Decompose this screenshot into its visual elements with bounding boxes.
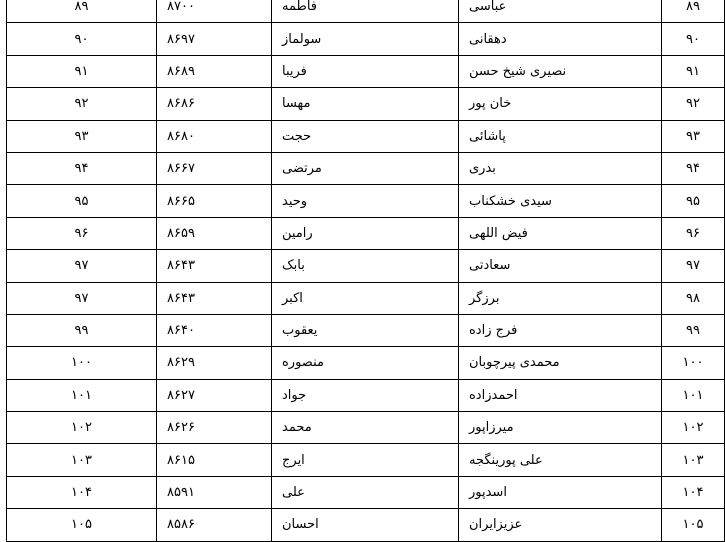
first-name-cell: فریبا bbox=[272, 55, 459, 87]
table-row bbox=[7, 0, 725, 23]
score-cell: ۸۷۰۰ bbox=[157, 0, 272, 23]
row-number-cell: ۹۸ bbox=[662, 282, 725, 314]
row-number-cell: ۸۹ bbox=[662, 0, 725, 23]
last-name-cell: سعادتی bbox=[459, 250, 662, 282]
first-name-cell: فاطمه bbox=[272, 0, 459, 23]
score-cell: ۸۶۸۶ bbox=[157, 88, 272, 120]
ranking-table bbox=[6, 0, 725, 542]
rank-cell: ۹۹ bbox=[7, 314, 157, 346]
last-name-cell: محمدی پیرچوبان bbox=[459, 347, 662, 379]
first-name-cell: حجت bbox=[272, 120, 459, 152]
first-name-cell: وحید bbox=[272, 185, 459, 217]
row-number-cell: ۱۰۵ bbox=[662, 509, 725, 541]
table-row bbox=[7, 314, 725, 346]
rank-cell: ۱۰۲ bbox=[7, 412, 157, 444]
score-cell: ۸۶۴۰ bbox=[157, 314, 272, 346]
rank-cell: ۸۹ bbox=[7, 0, 157, 23]
first-name-cell: جواد bbox=[272, 379, 459, 411]
table-row bbox=[7, 412, 725, 444]
first-name-cell: منصوره bbox=[272, 347, 459, 379]
rank-cell: ۹۷ bbox=[7, 250, 157, 282]
table-row bbox=[7, 152, 725, 184]
table-row bbox=[7, 444, 725, 476]
last-name-cell: خان پور bbox=[459, 88, 662, 120]
last-name-cell: دهقانی bbox=[459, 23, 662, 55]
first-name-cell: بابک bbox=[272, 250, 459, 282]
first-name-cell: احسان bbox=[272, 509, 459, 541]
rank-cell: ۹۵ bbox=[7, 185, 157, 217]
table-row bbox=[7, 88, 725, 120]
score-cell: ۸۶۵۹ bbox=[157, 217, 272, 249]
score-cell: ۸۶۲۹ bbox=[157, 347, 272, 379]
score-cell: ۸۶۱۵ bbox=[157, 444, 272, 476]
first-name-cell: محمد bbox=[272, 412, 459, 444]
score-cell: ۸۶۲۷ bbox=[157, 379, 272, 411]
last-name-cell: بدری bbox=[459, 152, 662, 184]
last-name-cell: احمدزاده bbox=[459, 379, 662, 411]
rank-cell: ۹۱ bbox=[7, 55, 157, 87]
rank-cell: ۹۶ bbox=[7, 217, 157, 249]
table-row bbox=[7, 23, 725, 55]
rank-cell: ۱۰۰ bbox=[7, 347, 157, 379]
row-number-cell: ۱۰۲ bbox=[662, 412, 725, 444]
table-row bbox=[7, 476, 725, 508]
table-row bbox=[7, 282, 725, 314]
rank-cell: ۹۴ bbox=[7, 152, 157, 184]
results-sheet bbox=[6, 0, 704, 542]
first-name-cell: یعقوب bbox=[272, 314, 459, 346]
row-number-cell: ۱۰۳ bbox=[662, 444, 725, 476]
table-row bbox=[7, 250, 725, 282]
row-number-cell: ۹۵ bbox=[662, 185, 725, 217]
first-name-cell: سولماز bbox=[272, 23, 459, 55]
rank-cell: ۱۰۴ bbox=[7, 476, 157, 508]
row-number-cell: ۹۰ bbox=[662, 23, 725, 55]
table-row bbox=[7, 347, 725, 379]
score-cell: ۸۶۸۹ bbox=[157, 55, 272, 87]
first-name-cell: مرتضی bbox=[272, 152, 459, 184]
first-name-cell: مهسا bbox=[272, 88, 459, 120]
row-number-cell: ۱۰۱ bbox=[662, 379, 725, 411]
last-name-cell: نصیری شیخ حسن bbox=[459, 55, 662, 87]
table-row bbox=[7, 120, 725, 152]
row-number-cell: ۱۰۰ bbox=[662, 347, 725, 379]
first-name-cell: ایرج bbox=[272, 444, 459, 476]
score-cell: ۸۵۹۱ bbox=[157, 476, 272, 508]
rank-cell: ۹۷ bbox=[7, 282, 157, 314]
row-number-cell: ۱۰۴ bbox=[662, 476, 725, 508]
row-number-cell: ۹۳ bbox=[662, 120, 725, 152]
last-name-cell: میرزاپور bbox=[459, 412, 662, 444]
score-cell: ۸۶۹۷ bbox=[157, 23, 272, 55]
rank-cell: ۹۲ bbox=[7, 88, 157, 120]
row-number-cell: ۹۲ bbox=[662, 88, 725, 120]
row-number-cell: ۹۱ bbox=[662, 55, 725, 87]
last-name-cell: فیض اللهی bbox=[459, 217, 662, 249]
row-number-cell: ۹۷ bbox=[662, 250, 725, 282]
row-number-cell: ۹۴ bbox=[662, 152, 725, 184]
score-cell: ۸۶۴۳ bbox=[157, 282, 272, 314]
first-name-cell: علی bbox=[272, 476, 459, 508]
last-name-cell: برزگر bbox=[459, 282, 662, 314]
score-cell: ۸۶۶۵ bbox=[157, 185, 272, 217]
last-name-cell: پاشائی bbox=[459, 120, 662, 152]
table-row bbox=[7, 55, 725, 87]
last-name-cell: فرج زاده bbox=[459, 314, 662, 346]
row-number-cell: ۹۹ bbox=[662, 314, 725, 346]
table-row bbox=[7, 379, 725, 411]
score-cell: ۸۵۸۶ bbox=[157, 509, 272, 541]
score-cell: ۸۶۶۷ bbox=[157, 152, 272, 184]
last-name-cell: عباسی bbox=[459, 0, 662, 23]
rank-cell: ۹۰ bbox=[7, 23, 157, 55]
last-name-cell: عزیزایران bbox=[459, 509, 662, 541]
table-row bbox=[7, 185, 725, 217]
score-cell: ۸۶۴۳ bbox=[157, 250, 272, 282]
last-name-cell: اسدپور bbox=[459, 476, 662, 508]
score-cell: ۸۶۸۰ bbox=[157, 120, 272, 152]
table-row bbox=[7, 509, 725, 541]
table-row bbox=[7, 217, 725, 249]
rank-cell: ۱۰۱ bbox=[7, 379, 157, 411]
rank-cell: ۱۰۵ bbox=[7, 509, 157, 541]
first-name-cell: اکبر bbox=[272, 282, 459, 314]
score-cell: ۸۶۲۶ bbox=[157, 412, 272, 444]
row-number-cell: ۹۶ bbox=[662, 217, 725, 249]
last-name-cell: علی پورینگجه bbox=[459, 444, 662, 476]
first-name-cell: رامین bbox=[272, 217, 459, 249]
ranking-table-body bbox=[7, 0, 725, 541]
rank-cell: ۹۳ bbox=[7, 120, 157, 152]
rank-cell: ۱۰۳ bbox=[7, 444, 157, 476]
last-name-cell: سیدی خشکناب bbox=[459, 185, 662, 217]
